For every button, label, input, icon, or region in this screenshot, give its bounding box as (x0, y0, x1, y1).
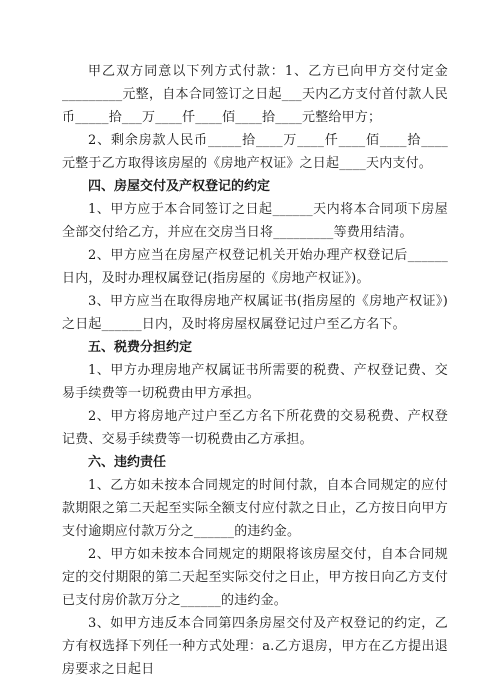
payment-terms-paragraph: 甲乙双方同意以下列方式付款：1、乙方已向甲方交付定金_________元整，自本合同签订之日起___天内乙方支付首付款人民币_____拾___万____仟____佰____拾____元整给甲方； (62, 64, 448, 125)
remaining-payment-paragraph: 2、剩余房款人民币_____拾____万____仟____佰____拾____元整于乙方取得该房屋的《房地产权证》之日起____天内支付。 (62, 133, 448, 171)
section-heading-delivery: 四、房屋交付及产权登记的约定 (88, 179, 271, 194)
section-heading-taxes: 五、税费分担约定 (88, 340, 193, 355)
breach-clause-1: 1、乙方如未按本合同规定的时间付款，自本合同规定的应付款期限之第二天起至实际全额支付应付款之日止，乙方按日向甲方支付逾期应付款万分之______的违约金。 (62, 478, 448, 539)
tax-clause-2: 2、甲方将房地产过户至乙方名下所花费的交易税费、产权登记费、交易手续费等一切税费由乙方承担。 (62, 409, 448, 447)
tax-clause-1: 1、甲方办理房地产权属证书所需要的税费、产权登记费、交易手续费等一切税费由甲方承担。 (62, 363, 448, 401)
delivery-clause-3: 3、甲方应当在取得房地产权属证书(指房屋的《房地产权证》)之日起______日内，及时将房屋权属登记过户至乙方名下。 (62, 294, 448, 332)
breach-clause-2: 2、甲方如未按本合同规定的期限将该房屋交付，自本合同规定的交付期限的第二天起至实际交付之日止，甲方按日向乙方支付已支付房价款万分之______的违约金。 (62, 547, 448, 608)
breach-clause-3: 3、如甲方违反本合同第四条房屋交付及产权登记的约定，乙方有权选择下列任一种方式处理：a.乙方退房，甲方在乙方提出退房要求之日起日 (62, 616, 448, 677)
delivery-clause-2: 2、甲方应当在房屋产权登记机关开始办理产权登记后______日内，及时办理权属登记(指房屋的《房地产权证》)。 (62, 248, 448, 286)
delivery-clause-1: 1、甲方应于本合同签订之日起______天内将本合同项下房屋全部交付给乙方，并应在交房当日将_________等费用结清。 (62, 202, 448, 240)
section-heading-breach: 六、违约责任 (88, 455, 167, 470)
